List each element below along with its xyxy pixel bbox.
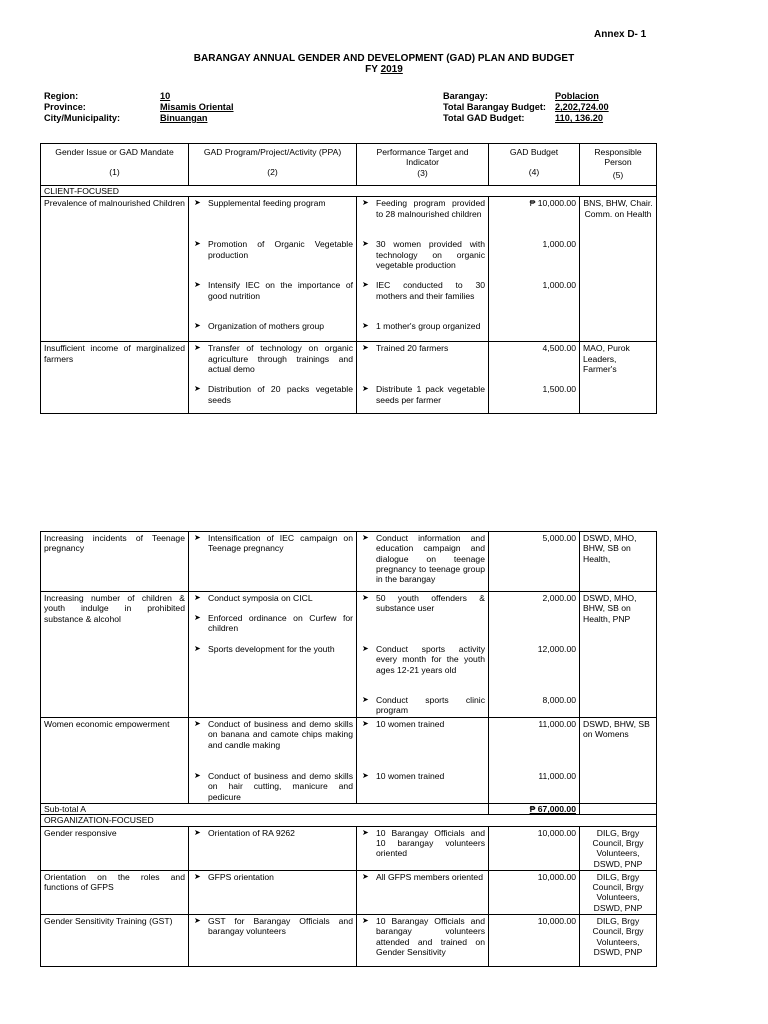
responsible-cell: MAO, Purok Leaders, Farmer's bbox=[580, 342, 657, 414]
arrow-bullet-icon: ➤ bbox=[194, 343, 201, 353]
ppa-cell: ➤ Intensification of IEC campaign on Teenage pregnancy bbox=[189, 532, 357, 592]
arrow-bullet-icon: ➤ bbox=[194, 871, 201, 881]
total-budget-value: 2,202,724.00 bbox=[555, 102, 609, 112]
issue-cell: Prevalence of malnourished Children bbox=[41, 197, 189, 342]
target-cell: ➤ Feeding program provided to 28 malnourished children ➤ 30 women provided with technology on organic vegetable production ➤ IEC conducted to 30 mothers and their families ➤ 1 mother's group organized bbox=[357, 197, 489, 342]
responsible-cell: DSWD, MHO, BHW, SB on Health, bbox=[580, 532, 657, 592]
arrow-bullet-icon: ➤ bbox=[194, 644, 201, 653]
arrow-bullet-icon: ➤ bbox=[362, 343, 369, 353]
table-header-row bbox=[41, 144, 657, 186]
arrow-bullet-icon: ➤ bbox=[362, 916, 369, 926]
budget-cell: 2,000.00 12,000.00 8,000.00 bbox=[489, 592, 580, 718]
arrow-bullet-icon: ➤ bbox=[194, 916, 201, 926]
annex-label: Annex D- 1 bbox=[594, 29, 647, 40]
total-gad-label: Total GAD Budget: bbox=[443, 113, 525, 123]
header-performance: Performance Target and Indicator (3) bbox=[357, 144, 489, 186]
arrow-bullet-icon: ➤ bbox=[194, 239, 201, 249]
arrow-bullet-icon: ➤ bbox=[362, 533, 369, 542]
budget-cell: 10,000.00 bbox=[489, 870, 580, 914]
section-organization-focused: ORGANIZATION-FOCUSED bbox=[41, 815, 657, 826]
issue-cell: Women economic empowerment bbox=[41, 718, 189, 804]
header-ppa: GAD Program/Project/Activity (PPA) (2) bbox=[189, 144, 357, 186]
arrow-bullet-icon: ➤ bbox=[362, 239, 369, 249]
gad-plan-table-page1 bbox=[40, 143, 657, 414]
arrow-bullet-icon: ➤ bbox=[362, 827, 369, 837]
total-budget-label: Total Barangay Budget: bbox=[443, 102, 546, 112]
ppa-cell: ➤ Supplemental feeding program ➤ Promotion of Organic Vegetable production ➤ Intensify IEC on the importance of good nutrition ➤ Organization of mothers group bbox=[189, 197, 357, 342]
table-row bbox=[41, 826, 657, 870]
ppa-cell: ➤ Conduct of business and demo skills on banana and camote chips making and candle making ➤ Conduct of business and demo skills on hair cutting, manicure and pedicure bbox=[189, 718, 357, 804]
table-row bbox=[41, 870, 657, 914]
target-cell: ➤ 50 youth offenders & substance user ➤ Conduct sports activity every month for the youth ages 12-21 years old ➤ Conduct sports clinic program bbox=[357, 592, 489, 718]
province-label: Province: bbox=[44, 102, 86, 112]
location-info bbox=[44, 91, 234, 124]
budget-cell: 4,500.00 1,500.00 bbox=[489, 342, 580, 414]
section-client-focused: CLIENT-FOCUSED bbox=[41, 186, 657, 197]
fiscal-year bbox=[0, 64, 768, 76]
header-gender-issue: Gender Issue or GAD Mandate (1) bbox=[41, 144, 189, 186]
region-value: 10 bbox=[160, 91, 171, 101]
section-row bbox=[41, 815, 657, 826]
arrow-bullet-icon: ➤ bbox=[194, 321, 201, 331]
fy-year: 2019 bbox=[380, 64, 403, 75]
header-budget: GAD Budget (4) bbox=[489, 144, 580, 186]
target-cell: ➤ Trained 20 farmers ➤ Distribute 1 pack vegetable seeds per farmer bbox=[357, 342, 489, 414]
issue-cell: Gender Sensitivity Training (GST) bbox=[41, 915, 189, 967]
target-cell: ➤ 10 Barangay Officials and 10 barangay volunteers oriented bbox=[357, 826, 489, 870]
responsible-cell: DILG, Brgy Council, Brgy Volunteers, DSWD, PNP bbox=[580, 915, 657, 967]
table-row bbox=[41, 718, 657, 804]
arrow-bullet-icon: ➤ bbox=[362, 695, 369, 704]
ppa-cell: ➤ Orientation of RA 9262 bbox=[189, 826, 357, 870]
table-row bbox=[41, 532, 657, 592]
budget-cell: 10,000.00 bbox=[489, 915, 580, 967]
table-row bbox=[41, 592, 657, 718]
table-row bbox=[41, 915, 657, 967]
arrow-bullet-icon: ➤ bbox=[194, 719, 201, 728]
issue-cell: Gender responsive bbox=[41, 826, 189, 870]
issue-cell: Orientation on the roles and functions of GFPS bbox=[41, 870, 189, 914]
budget-cell: 5,000.00 bbox=[489, 532, 580, 592]
subtotal-value: ₱ 67,000.00 bbox=[489, 803, 580, 814]
ppa-cell: ➤ Transfer of technology on organic agriculture through trainings and actual demo ➤ Distribution of 20 packs vegetable seeds bbox=[189, 342, 357, 414]
arrow-bullet-icon: ➤ bbox=[194, 613, 201, 622]
document-title: BARANGAY ANNUAL GENDER AND DEVELOPMENT (GAD) PLAN AND BUDGET bbox=[193, 53, 575, 64]
issue-cell: Increasing number of children & youth indulge in prohibited substance & alcohol bbox=[41, 592, 189, 718]
budget-cell: 10,000.00 bbox=[489, 826, 580, 870]
responsible-cell: DILG, Brgy Council, Brgy Volunteers, DSWD, PNP bbox=[580, 870, 657, 914]
arrow-bullet-icon: ➤ bbox=[194, 384, 201, 394]
arrow-bullet-icon: ➤ bbox=[362, 871, 369, 881]
arrow-bullet-icon: ➤ bbox=[362, 321, 369, 331]
target-cell: ➤ 10 Barangay Officials and barangay volunteers attended and trained on Gender Sensitivity bbox=[357, 915, 489, 967]
responsible-cell: BNS, BHW, Chair. Comm. on Health bbox=[580, 197, 657, 342]
arrow-bullet-icon: ➤ bbox=[194, 533, 201, 542]
arrow-bullet-icon: ➤ bbox=[362, 280, 369, 290]
region-label: Region: bbox=[44, 91, 79, 101]
arrow-bullet-icon: ➤ bbox=[362, 719, 369, 728]
subtotal-label: Sub-total A bbox=[41, 803, 489, 814]
province-value: Misamis Oriental bbox=[160, 102, 234, 112]
barangay-value: Poblacion bbox=[555, 91, 599, 101]
header-responsible: Responsible Person (5) bbox=[580, 144, 657, 186]
arrow-bullet-icon: ➤ bbox=[362, 198, 369, 208]
issue-cell: Increasing incidents of Teenage pregnancy bbox=[41, 532, 189, 592]
ppa-cell: ➤ GFPS orientation bbox=[189, 870, 357, 914]
table-row bbox=[41, 197, 657, 342]
target-cell: ➤ All GFPS members oriented bbox=[357, 870, 489, 914]
budget-info bbox=[443, 91, 609, 124]
arrow-bullet-icon: ➤ bbox=[362, 644, 369, 653]
gad-plan-table-page2 bbox=[40, 531, 657, 967]
table-row bbox=[41, 342, 657, 414]
responsible-cell: DSWD, BHW, SB on Womens bbox=[580, 718, 657, 804]
ppa-cell: ➤ Conduct symposia on CICL ➤ Enforced ordinance on Curfew for children ➤ Sports development for the youth bbox=[189, 592, 357, 718]
arrow-bullet-icon: ➤ bbox=[194, 280, 201, 290]
city-label: City/Municipality: bbox=[44, 113, 121, 123]
subtotal-row bbox=[41, 803, 657, 814]
arrow-bullet-icon: ➤ bbox=[362, 384, 369, 394]
fy-prefix: FY bbox=[365, 64, 378, 75]
subtotal-empty bbox=[580, 803, 657, 814]
arrow-bullet-icon: ➤ bbox=[194, 771, 201, 780]
ppa-cell: ➤ GST for Barangay Officials and barangay volunteers bbox=[189, 915, 357, 967]
responsible-cell: DILG, Brgy Council, Brgy Volunteers, DSWD, PNP bbox=[580, 826, 657, 870]
arrow-bullet-icon: ➤ bbox=[194, 198, 201, 208]
target-cell: ➤ Conduct information and education campaign and dialogue on teenage pregnancy to teenage group in the barangay bbox=[357, 532, 489, 592]
arrow-bullet-icon: ➤ bbox=[362, 593, 369, 602]
arrow-bullet-icon: ➤ bbox=[194, 827, 201, 837]
responsible-cell: DSWD, MHO, BHW, SB on Health, PNP bbox=[580, 592, 657, 718]
total-gad-value: 110, 136.20 bbox=[555, 113, 604, 123]
arrow-bullet-icon: ➤ bbox=[194, 593, 201, 602]
budget-cell: ₱ 10,000.00 1,000.00 1,000.00 bbox=[489, 197, 580, 342]
city-value: Binuangan bbox=[160, 113, 208, 123]
arrow-bullet-icon: ➤ bbox=[362, 771, 369, 780]
section-row bbox=[41, 186, 657, 197]
barangay-label: Barangay: bbox=[443, 91, 488, 101]
target-cell: ➤ 10 women trained ➤ 10 women trained bbox=[357, 718, 489, 804]
issue-cell: Insufficient income of marginalized farmers bbox=[41, 342, 189, 414]
budget-cell: 11,000.00 11,000.00 bbox=[489, 718, 580, 804]
